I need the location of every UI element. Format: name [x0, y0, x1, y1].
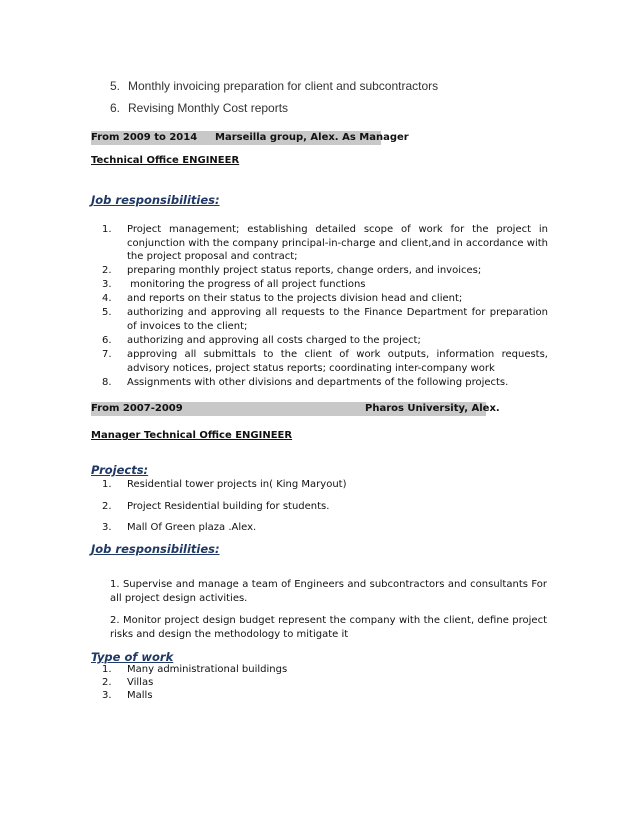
list-text: and reports on their status to the projects division head and client;	[127, 293, 463, 304]
list-number: 5.	[102, 307, 112, 318]
list-item	[102, 292, 548, 306]
list-text: monitoring the progress of all project functions	[127, 279, 366, 290]
section-heading-projects: Projects:	[91, 463, 149, 477]
list-text: Villas	[127, 677, 154, 688]
section-heading-responsibilities: Job responsibilities:	[91, 193, 220, 207]
list-item	[102, 278, 548, 292]
list-item	[110, 101, 510, 117]
job-period: From 2007-2009	[91, 403, 183, 414]
list-item	[102, 348, 548, 375]
list-item	[102, 478, 548, 492]
list-number: 1.	[102, 479, 112, 490]
list-item	[102, 223, 548, 264]
list-text: Malls	[127, 690, 153, 701]
job-period: From 2009 to 2014	[91, 132, 198, 143]
job-employer: Marseilla group, Alex. As Manager	[215, 132, 409, 143]
responsibility-paragraph: 2. Monitor project design budget represent the company with the client, define project risks and design the methodology to mitigate it	[110, 615, 547, 640]
list-text: Mall Of Green plaza .Alex.	[127, 522, 257, 533]
list-item	[110, 79, 510, 95]
list-item	[102, 677, 153, 689]
list-item	[102, 664, 287, 676]
list-number: 4.	[102, 293, 112, 304]
list-text: Assignments with other divisions and departments of the following projects.	[127, 377, 509, 388]
responsibility-paragraph: 1. Supervise and manage a team of Engineers and subcontractors and consultants For all project design activities.	[110, 579, 547, 604]
list-item	[102, 500, 548, 514]
list-number: 3.	[102, 522, 112, 533]
list-item	[102, 376, 548, 390]
list-text: authorizing and approving all requests to the Finance Department for preparation of invoices to the client;	[127, 307, 548, 332]
list-number: 1.	[102, 224, 112, 235]
list-number: 2.	[102, 501, 112, 512]
job-employer: Pharos University, Alex.	[365, 403, 500, 414]
job-period-bar	[91, 402, 500, 416]
list-text: Project Residential building for students.	[127, 501, 330, 512]
list-number: 8.	[102, 377, 112, 388]
section-heading-responsibilities: Job responsibilities:	[91, 542, 220, 556]
list-number: 2.	[102, 265, 112, 276]
list-item	[102, 334, 548, 348]
list-text: Project management; establishing detailed scope of work for the project in conjunction with the company principal-in-charge and client,and in accordance with the project proposal and contract;	[127, 224, 548, 263]
list-text: Revising Monthly Cost reports	[128, 101, 289, 115]
list-text: authorizing and approving all costs charged to the project;	[127, 335, 421, 346]
list-number: 6.	[110, 101, 121, 115]
list-text: Residential tower projects in( King Maryout)	[127, 479, 347, 490]
job-title: Technical Office ENGINEER	[91, 155, 240, 166]
list-number: 5.	[110, 79, 121, 93]
list-number: 3.	[102, 279, 112, 290]
list-item	[102, 690, 153, 702]
list-text: approving all submittals to the client of work outputs, information requests, advisory notices, project status reports; coordinating inter-company work	[127, 349, 548, 374]
section-heading-type-of-work: Type of work	[91, 650, 174, 664]
list-number: 7.	[102, 349, 112, 360]
list-number: 1.	[102, 664, 112, 675]
list-item	[102, 264, 548, 278]
job-period-bar	[91, 131, 409, 145]
list-text: preparing monthly project status reports, change orders, and invoices;	[127, 265, 482, 276]
job-title: Manager Technical Office ENGINEER	[91, 430, 293, 441]
list-text: Monthly invoicing preparation for client and subcontractors	[128, 79, 439, 93]
list-number: 2.	[102, 677, 112, 688]
list-number: 6.	[102, 335, 112, 346]
list-text: Many administrational buildings	[127, 664, 288, 675]
list-number: 3.	[102, 690, 112, 701]
list-item	[102, 521, 548, 535]
list-item	[102, 306, 548, 333]
